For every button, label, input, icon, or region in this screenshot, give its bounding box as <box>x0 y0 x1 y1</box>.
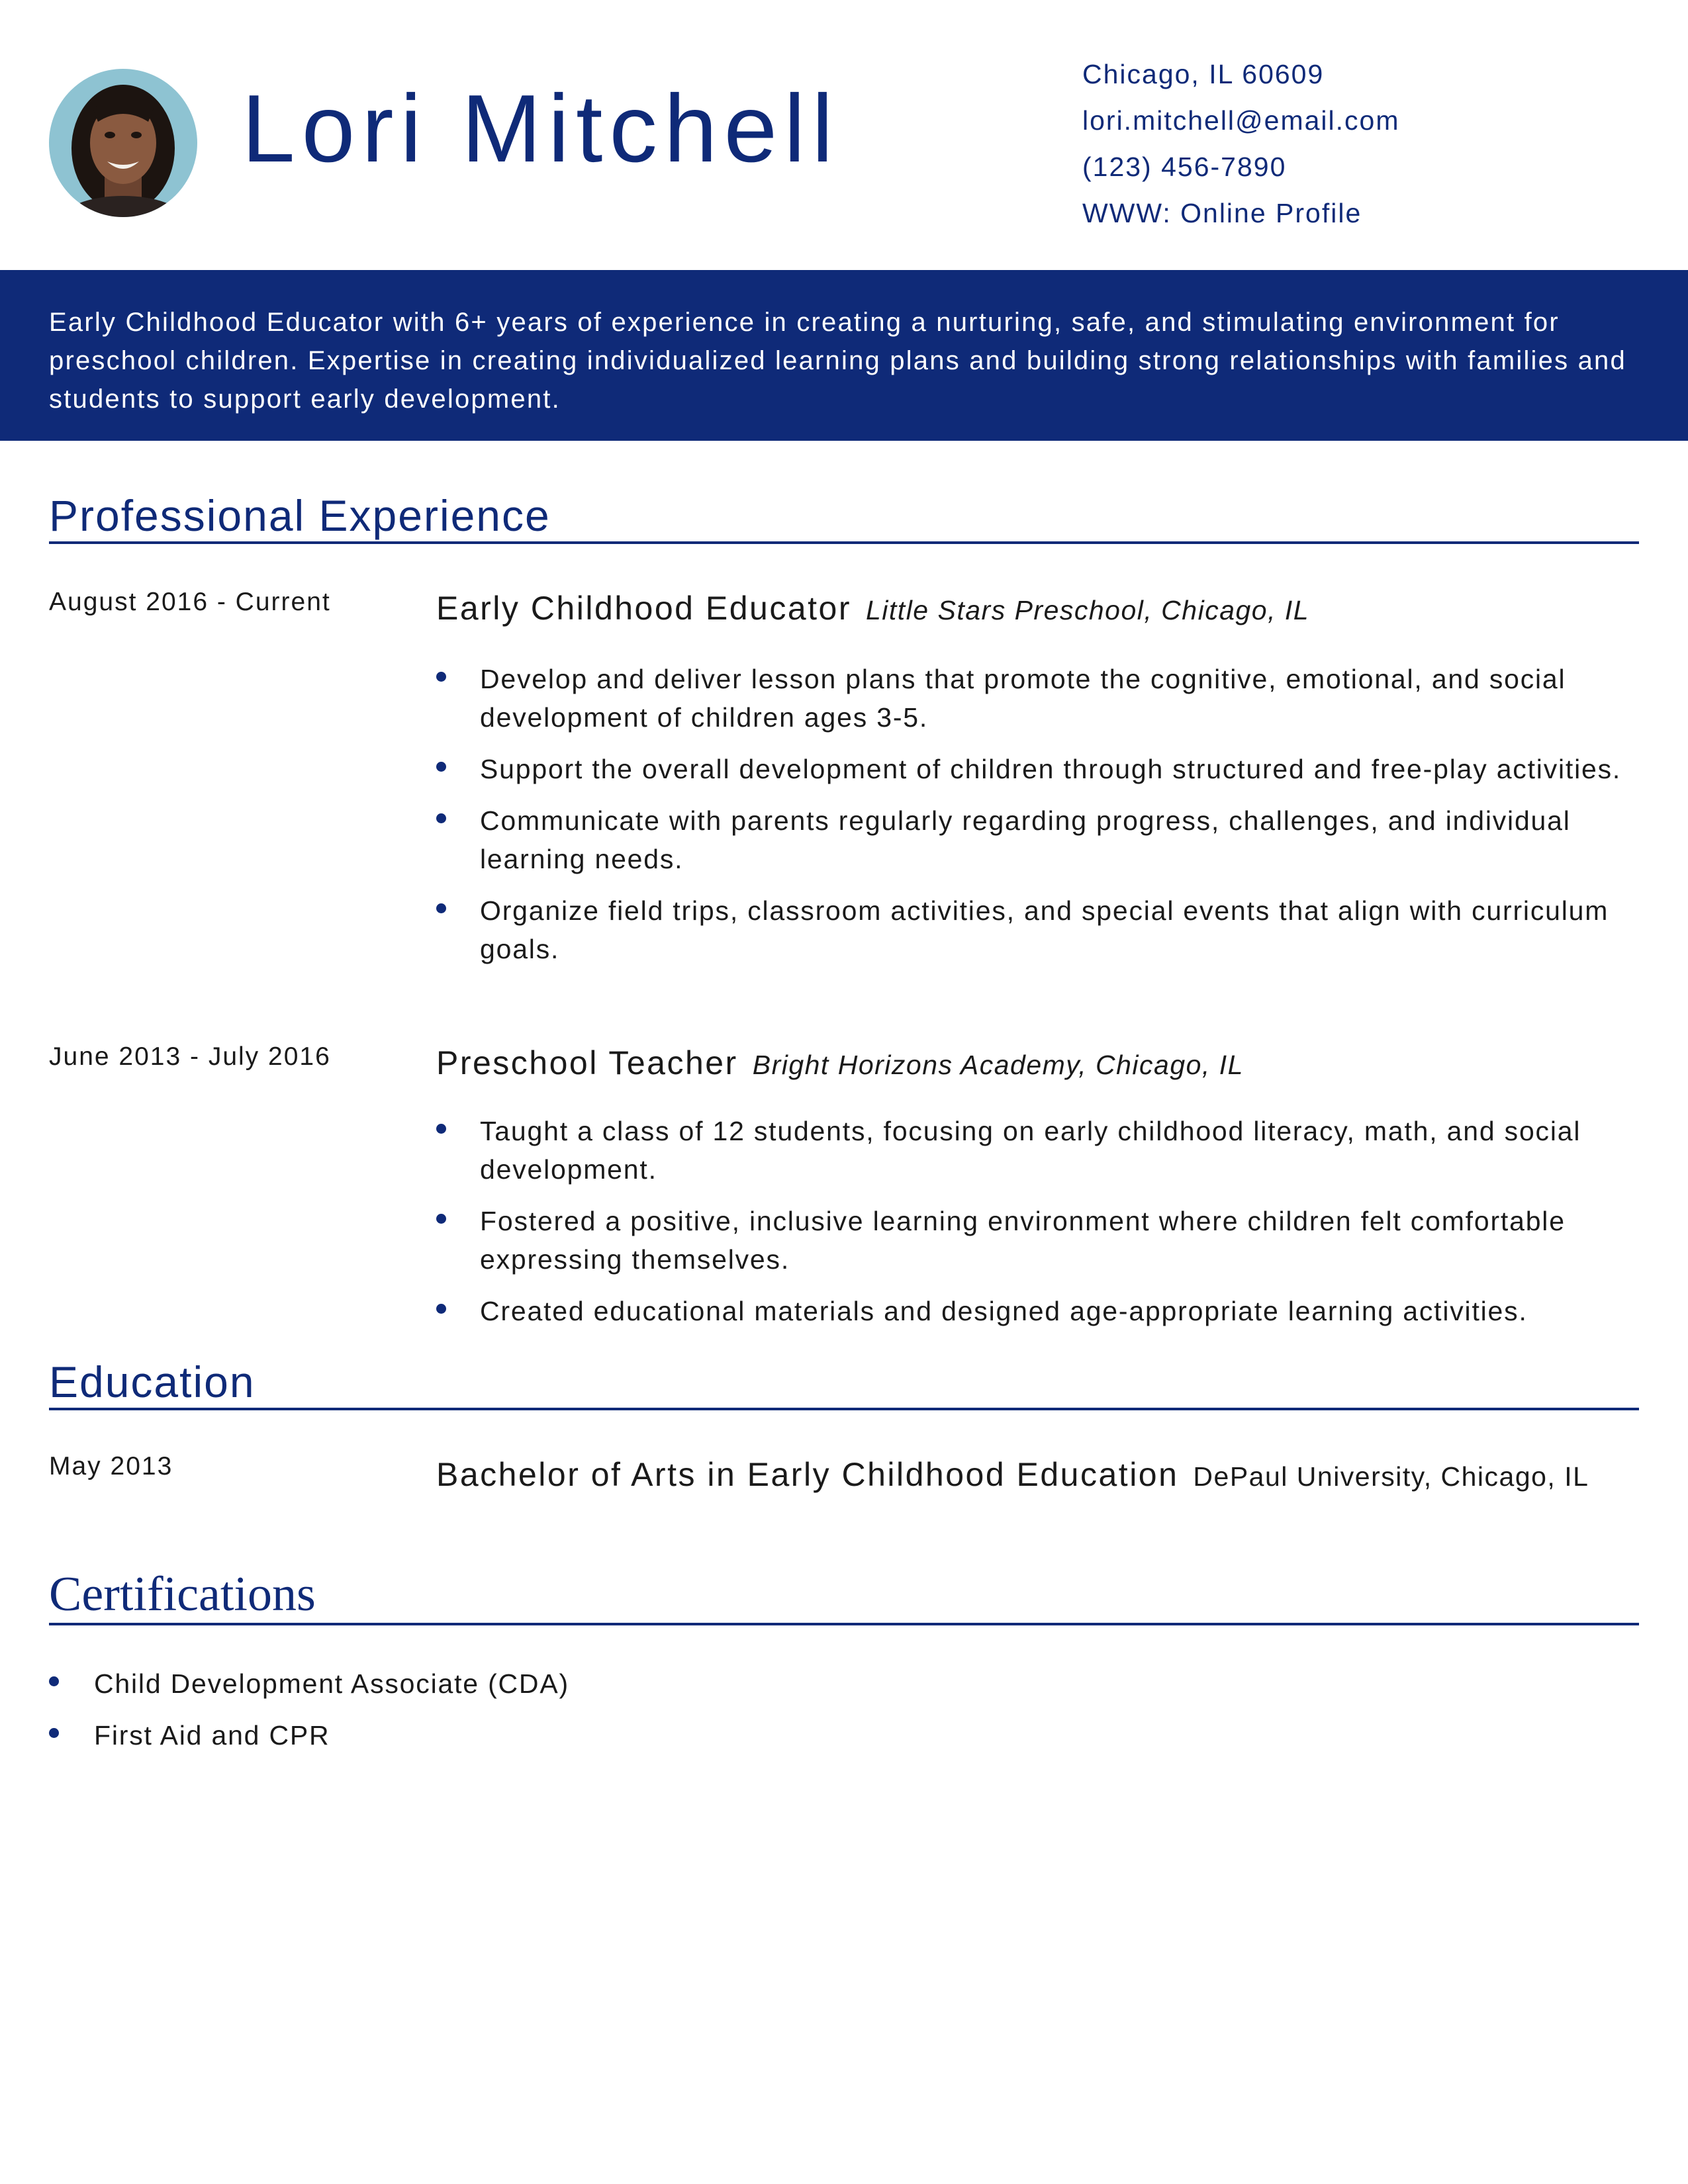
summary-band <box>0 270 1688 441</box>
bullet-text: Fostered a positive, inclusive learning environment where children felt comfortable expressing themselves. <box>480 1206 1566 1275</box>
list-item <box>436 891 1639 968</box>
list-item <box>436 660 1639 737</box>
contact-email[interactable]: lori.mitchell@email.com <box>1082 105 1400 136</box>
list-item <box>436 1292 1639 1330</box>
certification-text: First Aid and CPR <box>94 1720 330 1751</box>
degree: Bachelor of Arts in Early Childhood Education <box>436 1456 1179 1493</box>
job-title-line <box>436 588 1639 631</box>
education-body <box>436 1452 1639 1499</box>
profile-photo-image <box>49 69 197 217</box>
bullet-text: Communicate with parents regularly regarding progress, challenges, and individual learning needs. <box>480 805 1571 874</box>
bullet-text: Taught a class of 12 students, focusing on early childhood literacy, math, and social development. <box>480 1116 1581 1185</box>
list-item <box>49 1716 843 1754</box>
job-body <box>436 588 1639 981</box>
job-title: Preschool Teacher <box>436 1044 738 1081</box>
job-title: Early Childhood Educator <box>436 590 851 627</box>
job-title-line <box>436 1042 1639 1085</box>
list-item <box>436 750 1639 788</box>
job-bullets <box>436 1112 1639 1330</box>
certifications-heading: Certifications <box>49 1570 1639 1625</box>
school: DePaul University, Chicago, IL <box>1193 1461 1589 1492</box>
list-item <box>436 1202 1639 1279</box>
contact-website[interactable]: WWW: Online Profile <box>1082 198 1362 228</box>
job-body <box>436 1042 1639 1343</box>
bullet-icon <box>49 1728 59 1738</box>
summary-text: Early Childhood Educator with 6+ years of experience in creating a nurturing, safe, and stimulating environment for preschool children. Expertise in creating individualized learning plans and building strong relationships with families and students to support early development. <box>49 308 1626 414</box>
bullet-text: Organize field trips, classroom activities, and special events that align with curriculum goals. <box>480 895 1609 964</box>
bullet-icon <box>436 762 446 772</box>
bullet-icon <box>436 672 446 682</box>
bullet-icon <box>436 813 446 823</box>
job-bullets <box>436 660 1639 968</box>
job-organization: Little Stars Preschool, Chicago, IL <box>866 595 1310 625</box>
contact-info <box>1082 56 1665 241</box>
job-date: August 2016 - Current <box>49 588 331 616</box>
education-title-line <box>436 1452 1639 1499</box>
bullet-icon <box>436 903 446 913</box>
contact-phone[interactable]: (123) 456-7890 <box>1082 152 1287 182</box>
job-date: June 2013 - July 2016 <box>49 1042 331 1071</box>
bullet-icon <box>436 1214 446 1224</box>
contact-location: Chicago, IL 60609 <box>1082 59 1325 89</box>
certification-text: Child Development Associate (CDA) <box>94 1668 569 1699</box>
bullet-icon <box>436 1304 446 1314</box>
list-item <box>436 1112 1639 1189</box>
bullet-text: Created educational materials and designed age-appropriate learning activities. <box>480 1296 1528 1326</box>
bullet-icon <box>436 1124 446 1134</box>
job-organization: Bright Horizons Academy, Chicago, IL <box>752 1050 1244 1080</box>
certifications-list <box>49 1664 843 1754</box>
bullet-text: Support the overall development of children through structured and free-play activities. <box>480 754 1622 784</box>
list-item <box>49 1664 843 1703</box>
candidate-name: Lori Mitchell <box>242 75 840 182</box>
certifications-list-wrap <box>49 1664 843 1768</box>
bullet-text: Develop and deliver lesson plans that promote the cognitive, emotional, and social development of children ages 3-5. <box>480 664 1566 733</box>
experience-heading: Professional Experience <box>49 494 1639 544</box>
bullet-icon <box>49 1676 59 1686</box>
education-heading: Education <box>49 1360 1639 1410</box>
education-date: May 2013 <box>49 1452 173 1480</box>
profile-photo <box>49 69 197 217</box>
list-item <box>436 801 1639 878</box>
